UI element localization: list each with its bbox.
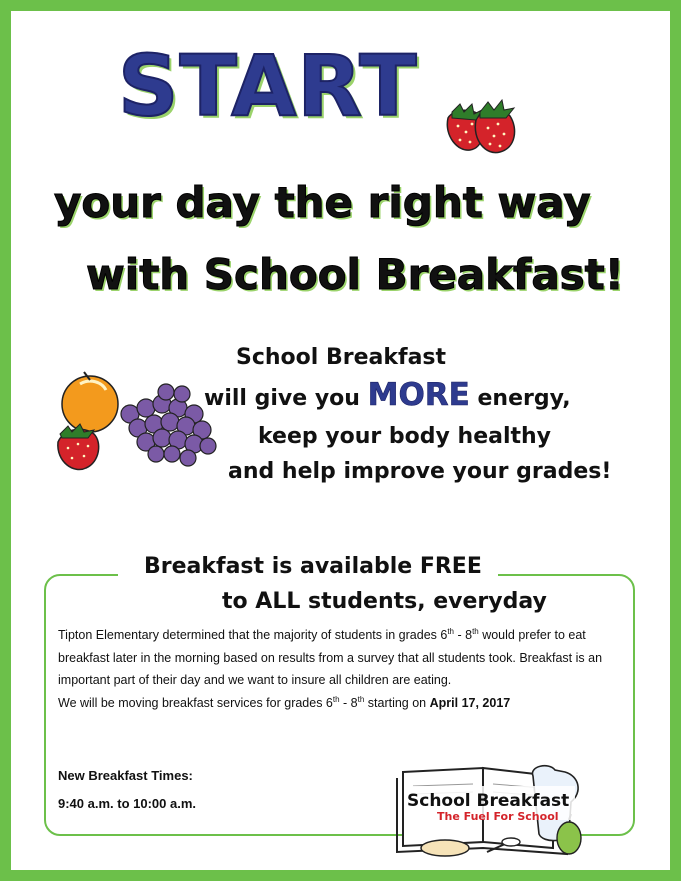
fruit-cluster-icon	[50, 368, 220, 476]
benefit-line-1: School Breakfast	[236, 345, 447, 370]
benefit-line-3: keep your body healthy	[258, 424, 552, 449]
notice-text: - 8	[454, 628, 473, 642]
notice-text: We will be moving breakfast services for grades 6	[58, 695, 333, 710]
logo-title: School Breakfast	[407, 791, 570, 811]
times-value: 9:40 a.m. to 10:00 a.m.	[58, 796, 197, 811]
breakfast-logo-icon	[383, 762, 593, 862]
start-date: April 17, 2017	[429, 695, 511, 710]
benefit-text: will give you	[204, 386, 368, 411]
availability-line-2: to ALL students, everyday	[222, 589, 547, 614]
notice-text: - 8	[339, 695, 358, 710]
benefit-line-4: and help improve your grades!	[228, 459, 612, 484]
headline-line-2: with School Breakfast!	[86, 250, 624, 299]
times-label: New Breakfast Times:	[58, 768, 193, 783]
benefit-text: energy,	[469, 386, 571, 411]
logo-tagline: The Fuel For School	[437, 810, 559, 823]
superscript: th	[472, 626, 479, 636]
strawberries-icon	[440, 92, 526, 156]
notice-text: would prefer to eat breakfast later in the morning based on results from a survey that all students took. Breakfast is an important part of their day and we want to insure all children are eating.	[58, 628, 603, 687]
benefit-line-2	[204, 377, 571, 413]
superscript: th	[332, 694, 340, 704]
notice-text: Tipton Elementary determined that the majority of students in grades 6	[58, 628, 448, 642]
notice-paragraph	[58, 624, 628, 714]
superscript: th	[357, 694, 365, 704]
availability-line-1: Breakfast is available FREE	[144, 554, 482, 579]
headline-line-1: your day the right way	[54, 178, 591, 227]
more-emphasis: MORE	[367, 377, 470, 413]
start-title: START	[118, 37, 418, 135]
notice-text: starting on	[364, 695, 430, 710]
superscript: th	[447, 626, 454, 636]
